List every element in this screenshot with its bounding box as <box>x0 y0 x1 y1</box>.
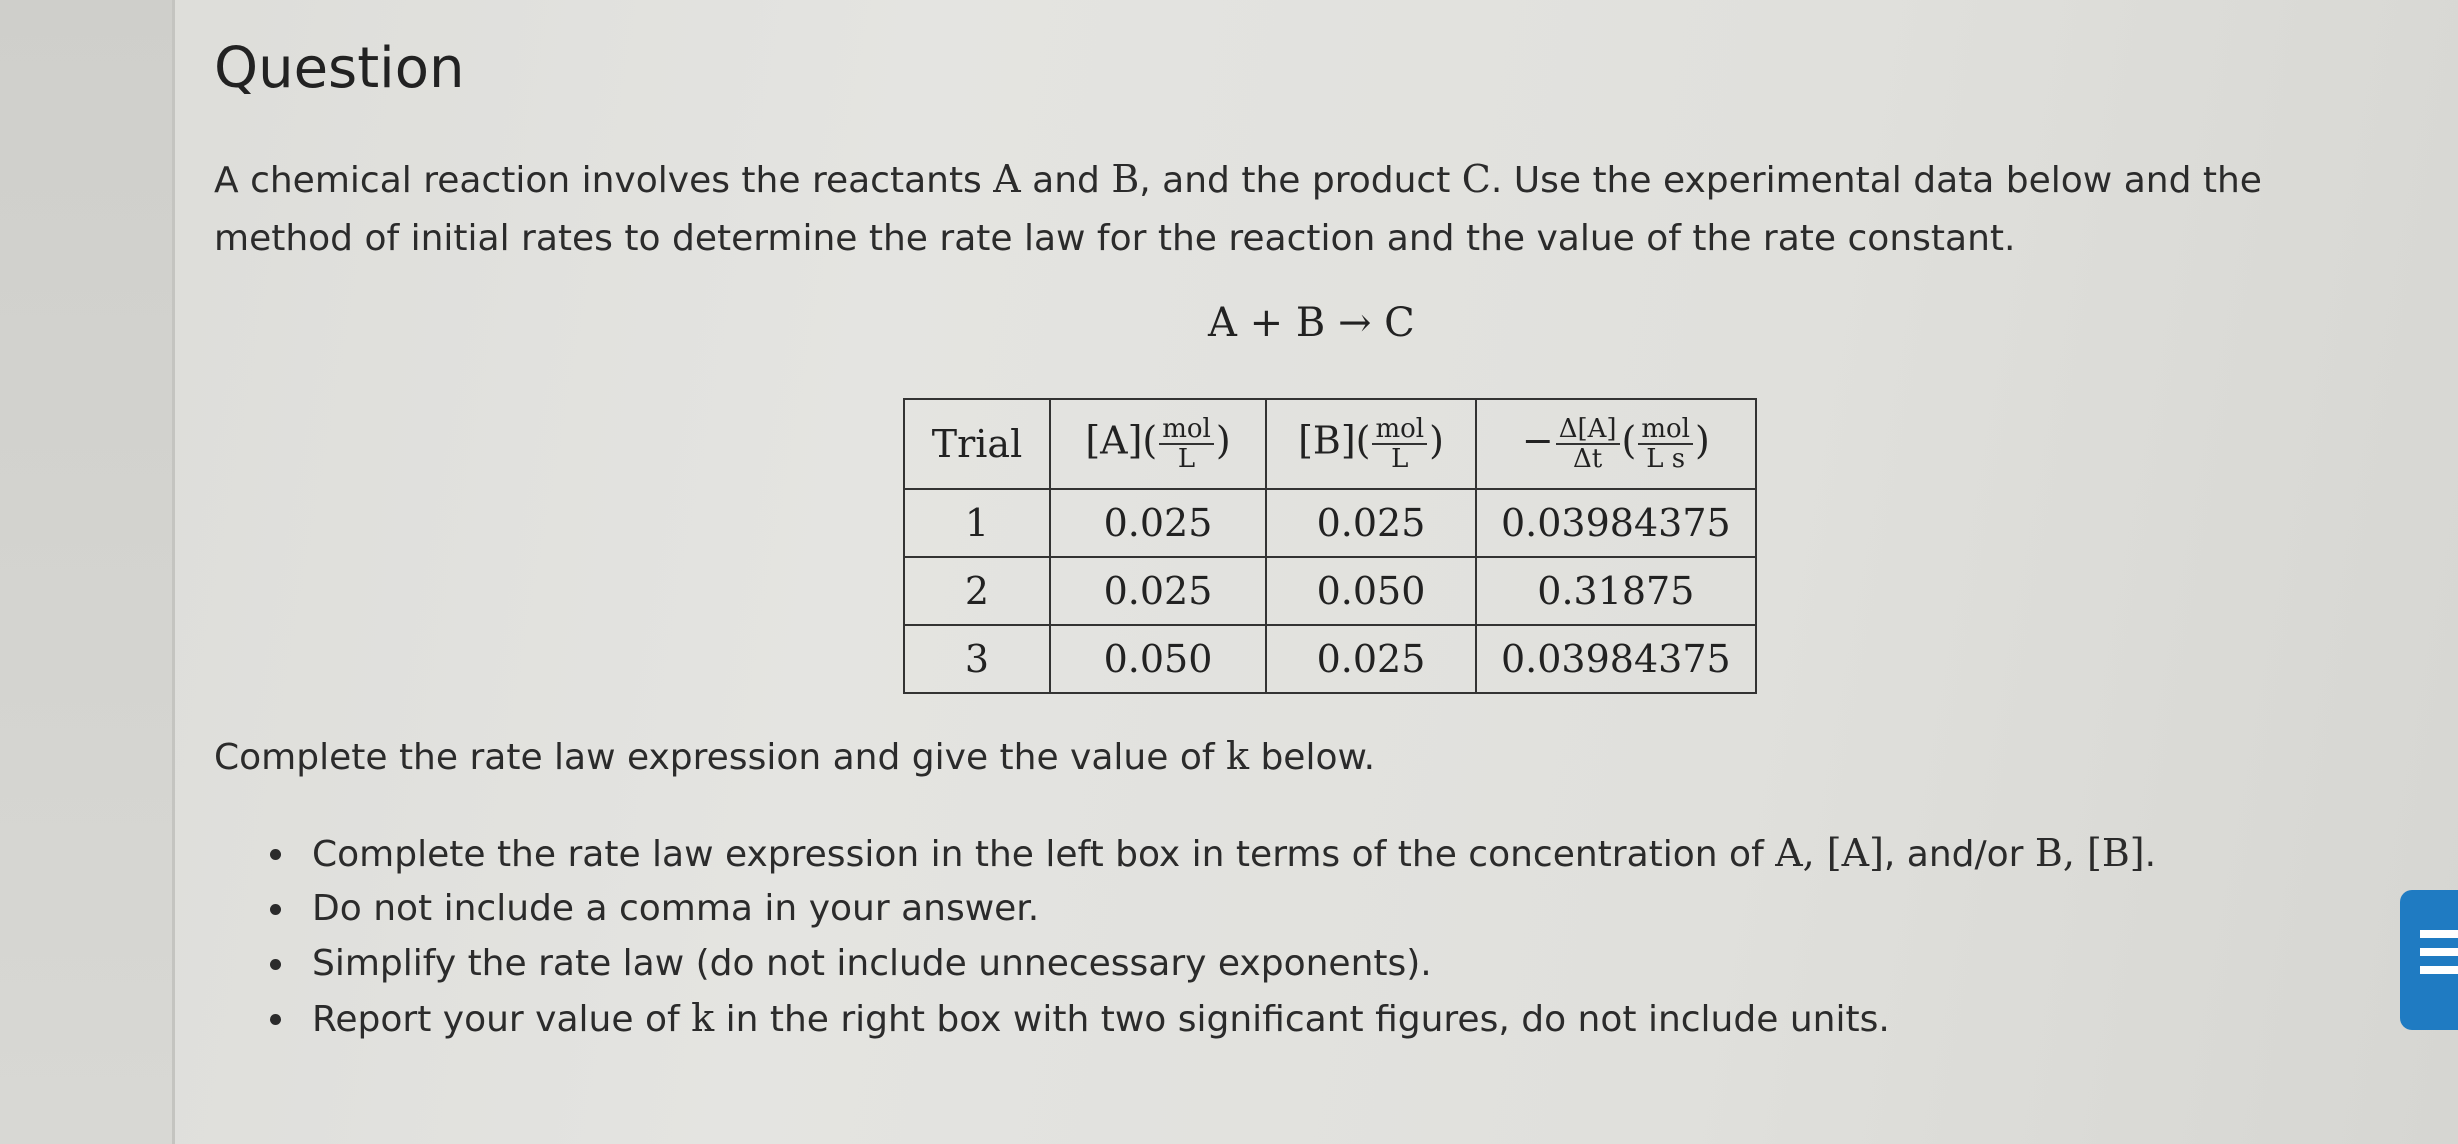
instruction-list <box>270 826 2156 1046</box>
header-rate-minus: − <box>1521 418 1554 463</box>
reactant-a: A <box>993 157 1021 201</box>
unit-denominator: L <box>1391 444 1409 474</box>
cell-b: 0.025 <box>1266 489 1476 557</box>
question-text <box>214 150 2394 268</box>
reactant-b: B <box>1111 157 1140 201</box>
left-margin-panel <box>0 0 175 1144</box>
cell-a: 0.025 <box>1050 489 1266 557</box>
header-close-paren: ) <box>1694 418 1710 463</box>
item1-text-1: Complete the rate law expression in the left box in terms of the concentration of <box>312 834 1776 875</box>
product-c: C <box>1461 157 1491 201</box>
cell-a: 0.025 <box>1050 557 1266 625</box>
cell-a: 0.050 <box>1050 625 1266 693</box>
rate-fraction <box>1556 415 1620 473</box>
header-b-label: [B]( <box>1298 418 1371 463</box>
list-item: Do not include a comma in your answer. <box>270 881 2156 936</box>
table-row <box>904 557 1756 625</box>
table-header-row <box>904 399 1756 489</box>
item4-text-1: Report your value of <box>312 999 692 1040</box>
unit-denominator: L s <box>1646 444 1686 474</box>
item1-math-a: A, [A] <box>1775 831 1884 875</box>
item1-math-b: B, [B] <box>2034 831 2145 875</box>
cell-trial: 3 <box>904 625 1050 693</box>
cell-rate: 0.03984375 <box>1476 625 1756 693</box>
header-close-paren: ) <box>1215 418 1231 463</box>
reaction-equation: A + B → C <box>1208 300 1415 346</box>
page-title: Question <box>214 36 465 101</box>
header-a-label: [A]( <box>1085 418 1158 463</box>
unit-denominator: L <box>1177 444 1196 474</box>
list-item <box>270 826 2156 881</box>
instructions-prompt <box>214 734 1375 778</box>
header-a-concentration <box>1050 399 1266 489</box>
table-row <box>904 489 1756 557</box>
list-item: Simplify the rate law (do not include unnecessary exponents). <box>270 936 2156 991</box>
cell-rate: 0.31875 <box>1476 557 1756 625</box>
cell-trial: 2 <box>904 557 1050 625</box>
item4-text-2: in the right box with two significant figures, do not include units. <box>714 999 1890 1040</box>
unit-numerator: mol <box>1638 415 1693 445</box>
header-close-paren: ) <box>1429 418 1444 463</box>
header-trial: Trial <box>904 399 1050 489</box>
intro-text-4: . Use the experimental data below and the method of initial rates to determine the rate law for the reaction and the value of the rate constant. <box>214 160 2262 259</box>
item1-text-3: . <box>2144 834 2157 875</box>
header-rate: − $\frac{\Delta[A]}{\Delta t}$ ( $\frac{\text{mol}}{\text{L s}}$ ) <box>1476 399 1756 489</box>
cell-b: 0.025 <box>1266 625 1476 693</box>
cell-trial: 1 <box>904 489 1050 557</box>
list-item <box>270 991 2156 1046</box>
header-b-concentration <box>1266 399 1476 489</box>
table-row <box>904 625 1756 693</box>
intro-text-2: and <box>1020 160 1112 201</box>
rate-constant-k: k <box>1225 734 1250 778</box>
intro-text-1: A chemical reaction involves the reactants <box>214 160 994 201</box>
item4-math-k: k <box>691 996 715 1040</box>
rate-data-table <box>903 398 1757 694</box>
help-tab-button[interactable] <box>2400 890 2458 1030</box>
rate-denominator: Δt <box>1572 444 1603 474</box>
rate-unit-fraction <box>1638 415 1693 473</box>
unit-numerator: mol <box>1372 415 1427 445</box>
unit-fraction <box>1372 415 1427 473</box>
prompt-text-1: Complete the rate law expression and give the value of <box>214 737 1226 778</box>
unit-fraction <box>1159 415 1214 473</box>
unit-numerator: mol <box>1159 415 1214 445</box>
intro-text-3: , and the product <box>1139 160 1462 201</box>
cell-rate: 0.03984375 <box>1476 489 1756 557</box>
item1-text-2: , and/or <box>1883 834 2035 875</box>
prompt-text-2: below. <box>1249 737 1376 778</box>
cell-b: 0.050 <box>1266 557 1476 625</box>
rate-numerator: Δ[A] <box>1556 415 1620 445</box>
